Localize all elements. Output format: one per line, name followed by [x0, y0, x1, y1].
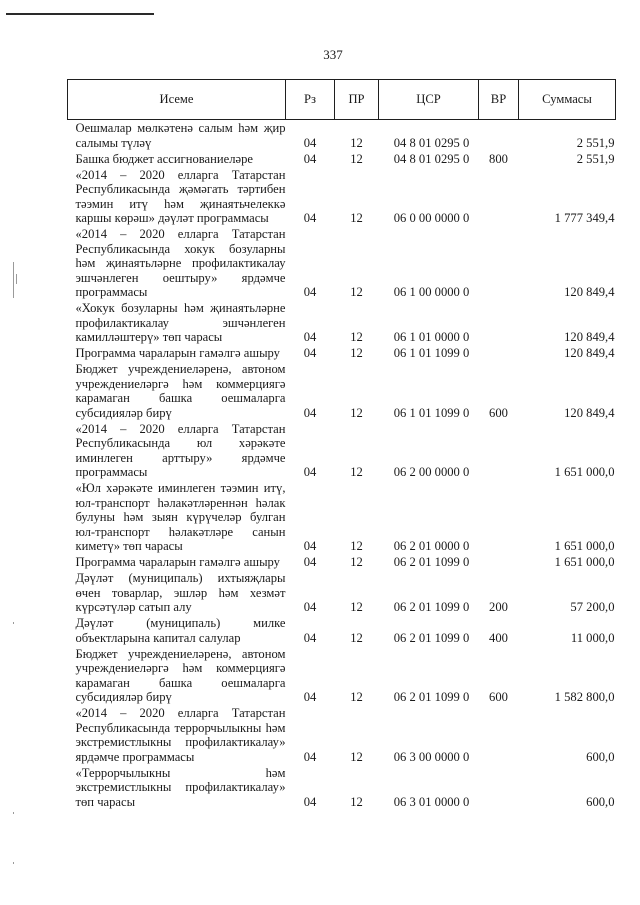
cell-name: Программа чараларын гамәлгә ашыру — [75, 346, 280, 360]
cell-pr: 12 — [350, 285, 363, 299]
cell-rz: 04 — [303, 555, 317, 569]
cell-sum: 120 849,4 — [564, 330, 615, 344]
cell-sum: 2 551,9 — [576, 151, 615, 166]
cell-name: Бюджет учреждениеләренә, автоном учреждениеләргә һәм коммерциягә карамаган башка оешмаларга субсидияләр бирү — [75, 646, 286, 704]
cell-rz: 04 — [303, 405, 317, 420]
table-header-row — [68, 80, 616, 120]
cell-vr: 600 — [489, 405, 508, 420]
cell-name: Дәүләт (муниципаль) ихтыяҗлары өчен товарлар, эшләр һәм хезмәт күрсәтүләр сатып алу — [75, 571, 286, 614]
header-csr: ЦСР — [379, 80, 479, 120]
table-row — [68, 481, 616, 555]
cell-pr: 12 — [350, 346, 363, 360]
table-row — [68, 766, 616, 811]
cell-sum: 1 651 000,0 — [554, 465, 615, 479]
scan-top-rule — [6, 13, 154, 15]
cell-sum: 2 551,9 — [576, 135, 615, 150]
header-rz: Рз — [286, 80, 335, 120]
table-row — [68, 346, 616, 362]
cell-name: «Юл хәрәкәте иминлеген тәэмин итү, юл-транспорт һәлакәтләреннән һәлак булуны һәм зыян күрүчеләр булган юл-транспорт һәлакәтләре санын киметү» төп чарасы — [75, 481, 286, 553]
page-number: 337 — [323, 47, 343, 62]
cell-name: Башка бюджет ассигнованиеләре — [75, 151, 253, 166]
cell-csr: 06 1 00 0000 0 — [393, 285, 470, 299]
cell-pr: 12 — [350, 794, 363, 809]
cell-csr: 06 2 01 1099 0 — [393, 555, 470, 569]
cell-rz: 04 — [303, 630, 317, 645]
cell-sum: 600,0 — [586, 749, 615, 764]
cell-rz: 04 — [303, 690, 317, 704]
cell-sum: 1 651 000,0 — [554, 555, 615, 569]
cell-sum: 120 849,4 — [564, 285, 615, 299]
header-vr: ВР — [479, 80, 519, 120]
cell-pr: 12 — [350, 555, 363, 569]
table-row — [68, 301, 616, 346]
cell-vr — [479, 706, 519, 766]
table-row — [68, 227, 616, 301]
cell-vr — [479, 766, 519, 811]
scan-margin-mark — [13, 262, 14, 298]
cell-vr — [479, 168, 519, 228]
cell-csr: 04 8 01 0295 0 — [393, 151, 470, 166]
cell-rz: 04 — [303, 285, 317, 299]
cell-rz: 04 — [303, 346, 317, 360]
cell-csr: 06 3 00 0000 0 — [393, 749, 470, 764]
table-row — [68, 362, 616, 422]
cell-vr — [479, 422, 519, 482]
cell-rz: 04 — [303, 330, 317, 344]
cell-sum: 120 849,4 — [564, 346, 615, 360]
cell-name: «2014 – 2020 елларга Татарстан Республикасында хокук бозуларны һәм җинаятьләрне профилактикалау эшчәнлеген оештыру» ярдәмче программасы — [75, 227, 286, 299]
cell-vr: 600 — [489, 690, 508, 704]
cell-csr: 06 0 00 0000 0 — [393, 211, 470, 225]
header-pr: ПР — [335, 80, 379, 120]
cell-name: «2014 – 2020 елларга Татарстан Республикасында юл хәрәкәте иминлеген арттыру» ярдәмче программасы — [75, 421, 286, 479]
table-row — [68, 555, 616, 571]
cell-sum: 11 000,0 — [570, 630, 615, 645]
cell-rz: 04 — [303, 794, 317, 809]
cell-pr: 12 — [350, 630, 363, 645]
table-row — [68, 422, 616, 482]
cell-rz: 04 — [303, 539, 317, 553]
scan-margin-mark — [16, 274, 17, 284]
cell-csr: 04 8 01 0295 0 — [393, 135, 470, 150]
cell-vr — [479, 227, 519, 301]
cell-name: «2014 – 2020 елларга Татарстан Республикасында җәмәгать тәртибен тәэмин итү һәм җинаятьчелеккә каршы көрәш» дәүләт программасы — [75, 167, 286, 225]
cell-sum: 1 651 000,0 — [554, 539, 615, 553]
cell-name: Бюджет учреждениеләренә, автоном учреждениеләргә һәм коммерциягә карамаган башка оешмаларга субсидияләр бирү — [75, 362, 286, 420]
cell-name: Оешмалар мөлкәтенә салым һәм җир салымы түләү — [75, 121, 286, 150]
cell-sum: 1 582 800,0 — [554, 690, 615, 704]
cell-name: «2014 – 2020 елларга Татарстан Республикасында террорчылыкны һәм экстремистлыкны профилактикалау» ярдәмче программасы — [75, 706, 286, 764]
table-body — [68, 120, 616, 811]
cell-csr: 06 1 01 0000 0 — [393, 330, 470, 344]
cell-name: «Террорчылыкны һәм экстремистлыкны профилактикалау» төп чарасы — [75, 765, 286, 809]
cell-csr: 06 2 01 1099 0 — [393, 630, 470, 645]
scan-margin-dot — [13, 862, 14, 864]
cell-vr: 800 — [489, 151, 508, 166]
cell-rz: 04 — [303, 211, 317, 225]
cell-csr: 06 2 01 1099 0 — [393, 690, 470, 704]
cell-vr — [479, 301, 519, 346]
cell-vr: 200 — [489, 600, 508, 614]
table-row — [68, 168, 616, 228]
table-row — [68, 120, 616, 152]
cell-sum: 120 849,4 — [564, 405, 615, 420]
header-sum: Суммасы — [519, 80, 616, 120]
cell-csr: 06 3 01 0000 0 — [393, 794, 470, 809]
cell-csr: 06 1 01 1099 0 — [393, 346, 470, 360]
table-row — [68, 616, 616, 647]
cell-sum: 57 200,0 — [570, 600, 615, 614]
budget-table — [67, 79, 616, 811]
cell-name: Дәүләт (муниципаль) милке объектларына капитал салулар — [75, 616, 286, 645]
cell-rz: 04 — [303, 465, 317, 479]
cell-name: «Хокук бозуларны һәм җинаятьләрне профилактикалау эшчәнлеген камилләштерү» төп чарасы — [75, 301, 286, 344]
cell-vr: 400 — [489, 630, 508, 645]
cell-vr — [479, 120, 519, 152]
table-row — [68, 152, 616, 168]
header-name: Исеме — [68, 80, 286, 120]
cell-pr: 12 — [350, 151, 363, 166]
cell-csr: 06 2 00 0000 0 — [393, 465, 470, 479]
table-row — [68, 706, 616, 766]
cell-pr: 12 — [350, 405, 363, 420]
table-row — [68, 571, 616, 616]
cell-sum: 1 777 349,4 — [554, 211, 615, 225]
cell-name: Программа чараларын гамәлгә ашыру — [75, 555, 280, 569]
cell-pr: 12 — [350, 211, 363, 225]
cell-pr: 12 — [350, 465, 363, 479]
cell-pr: 12 — [350, 539, 363, 553]
cell-pr: 12 — [350, 330, 363, 344]
cell-rz: 04 — [303, 749, 317, 764]
cell-vr — [479, 346, 519, 362]
cell-csr: 06 2 01 0000 0 — [393, 539, 470, 553]
scan-margin-dot — [13, 622, 14, 624]
cell-vr — [479, 481, 519, 555]
cell-sum: 600,0 — [586, 794, 615, 809]
cell-vr — [479, 555, 519, 571]
cell-pr: 12 — [350, 135, 363, 150]
cell-rz: 04 — [303, 151, 317, 166]
scan-margin-dot — [13, 812, 14, 814]
cell-rz: 04 — [303, 600, 317, 614]
cell-csr: 06 2 01 1099 0 — [393, 600, 470, 614]
cell-rz: 04 — [303, 135, 317, 150]
cell-pr: 12 — [350, 690, 363, 704]
cell-pr: 12 — [350, 749, 363, 764]
cell-pr: 12 — [350, 600, 363, 614]
cell-csr: 06 1 01 1099 0 — [393, 405, 470, 420]
table-row — [68, 647, 616, 707]
